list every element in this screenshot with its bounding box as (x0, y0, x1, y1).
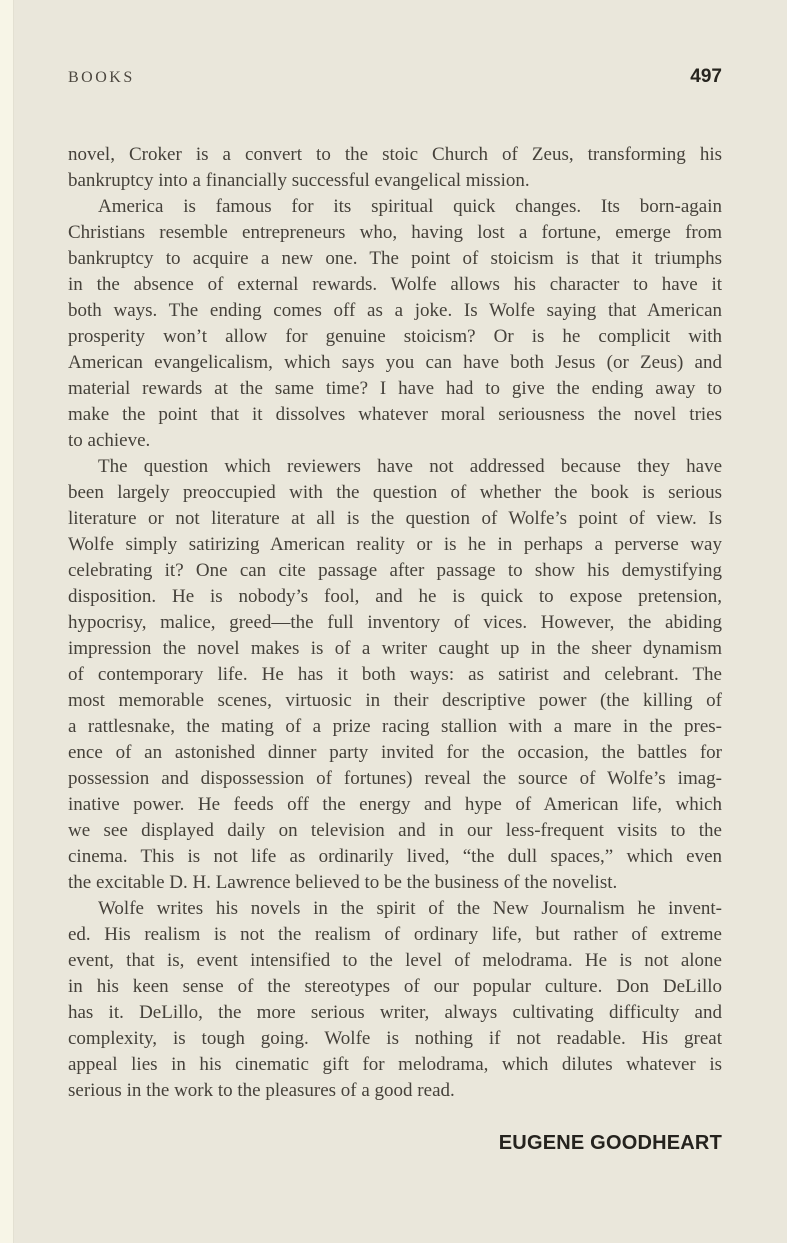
text-line: in his keen sense of the stereotypes of our popular culture. Don DeLillo (68, 976, 722, 997)
text-line: ed. His realism is not the realism of ordinary life, but rather of extreme (68, 924, 722, 945)
running-head (68, 66, 722, 88)
text-line: bankruptcy into a financially successful evangelical mission. (68, 170, 530, 191)
text-line: has it. DeLillo, the more serious writer, always cultivating difficulty and (68, 1002, 722, 1023)
text-line: Christians resemble entrepreneurs who, having lost a fortune, emerge from (68, 222, 722, 243)
paragraph (68, 194, 722, 454)
author-signature: EUGENE GOODHEART (498, 1132, 722, 1154)
page-number: 497 (690, 66, 722, 87)
text-line: disposition. He is nobody’s fool, and he is quick to expose pretension, (68, 586, 722, 607)
text-line: the excitable D. H. Lawrence believed to be the business of the novelist. (68, 872, 618, 893)
text-line: make the point that it dissolves whatever moral seriousness the novel tries (68, 404, 722, 425)
text-line: in the absence of external rewards. Wolfe allows his character to have it (68, 274, 722, 295)
text-line: Wolfe writes his novels in the spirit of the New Journalism he invent- (98, 898, 722, 919)
text-line: we see displayed daily on television and in our less-frequent visits to the (68, 820, 722, 841)
text-line: American evangelicalism, which says you can have both Jesus (or Zeus) and (68, 352, 722, 373)
text-line: serious in the work to the pleasures of a good read. (68, 1080, 455, 1101)
text-line: appeal lies in his cinematic gift for melodrama, which dilutes whatever is (68, 1054, 722, 1075)
text-line: event, that is, event intensified to the level of melodrama. He is not alone (68, 950, 722, 971)
text-line: a rattlesnake, the mating of a prize racing stallion with a mare in the pres- (68, 716, 722, 737)
paragraph (68, 142, 722, 194)
text-line: novel, Croker is a convert to the stoic Church of Zeus, transforming his (68, 144, 722, 165)
text-line: The question which reviewers have not addressed because they have (98, 456, 722, 477)
text-line: complexity, is tough going. Wolfe is nothing if not readable. His great (68, 1028, 722, 1049)
page-body (68, 142, 722, 1104)
text-line: impression the novel makes is of a writer caught up in the sheer dynamism (68, 638, 722, 659)
text-line: prosperity won’t allow for genuine stoicism? Or is he complicit with (68, 326, 722, 347)
text-line: been largely preoccupied with the question of whether the book is serious (68, 482, 722, 503)
text-line: literature or not literature at all is the question of Wolfe’s point of view. Is (68, 508, 722, 529)
section-label: BOOKS (68, 69, 135, 86)
text-line: material rewards at the same time? I have had to give the ending away to (68, 378, 722, 399)
text-line: of contemporary life. He has it both ways: as satirist and celebrant. The (68, 664, 722, 685)
text-line: Wolfe simply satirizing American reality or is he in perhaps a perverse way (68, 534, 722, 555)
text-line: most memorable scenes, virtuosic in their descriptive power (the killing of (68, 690, 722, 711)
text-line: both ways. The ending comes off as a joke. Is Wolfe saying that American (68, 300, 722, 321)
text-line: hypocrisy, malice, greed—the full inventory of vices. However, the abiding (68, 612, 722, 633)
scanned-page-edge (0, 0, 14, 1243)
text-line: America is famous for its spiritual quick changes. Its born-again (98, 196, 722, 217)
text-line: celebrating it? One can cite passage after passage to show his demystifying (68, 560, 722, 581)
text-line: ence of an astonished dinner party invited for the occasion, the battles for (68, 742, 722, 763)
text-line: to achieve. (68, 430, 151, 451)
text-line: inative power. He feeds off the energy and hype of American life, which (68, 794, 722, 815)
paragraph (68, 454, 722, 896)
text-line: possession and dispossession of fortunes) reveal the source of Wolfe’s imag- (68, 768, 722, 789)
page-content (68, 0, 722, 1155)
text-line: bankruptcy to acquire a new one. The point of stoicism is that it triumphs (68, 248, 722, 269)
text-line: cinema. This is not life as ordinarily lived, “the dull spaces,” which even (68, 846, 722, 867)
paragraph (68, 896, 722, 1104)
